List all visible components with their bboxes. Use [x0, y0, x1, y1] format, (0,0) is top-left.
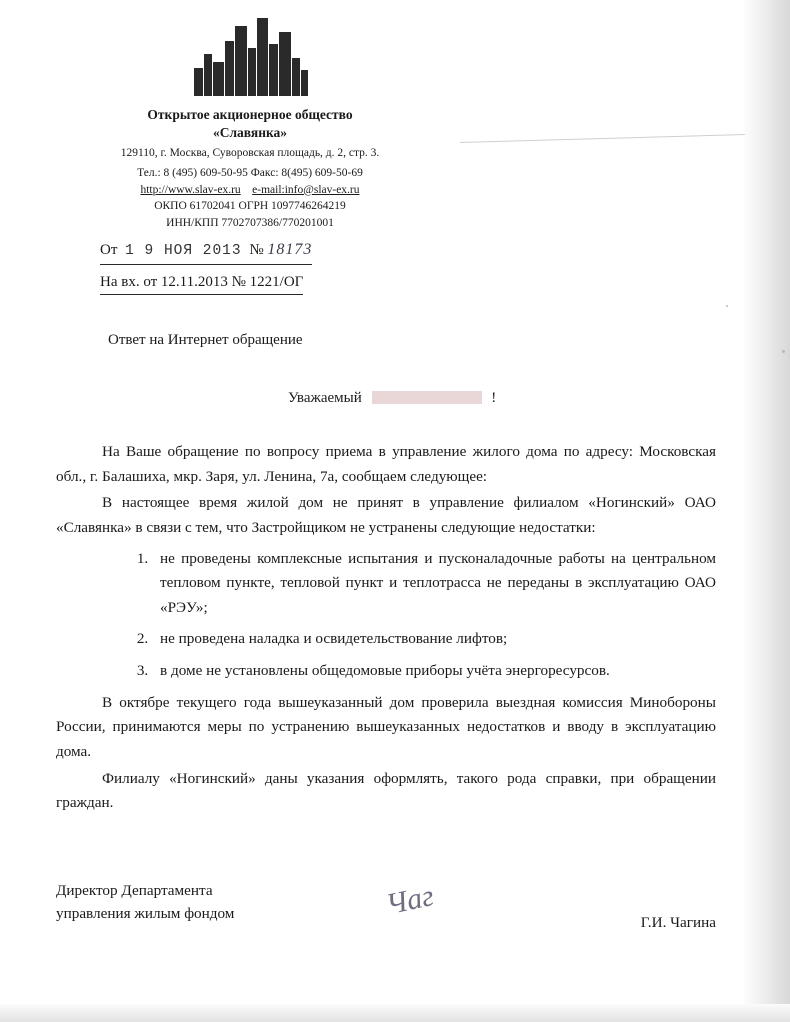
document-subject: Ответ на Интернет обращение — [108, 332, 303, 348]
organization-website[interactable]: http://www.slav-ex.ru — [140, 183, 241, 196]
organization-phone-fax: Тел.: 8 (495) 609-50-95 Факс: 8(495) 609-50-69 — [137, 167, 363, 180]
organization-email[interactable]: e-mail:info@slav-ex.ru — [252, 183, 360, 196]
signer-name: Г.И. Чагина — [640, 914, 716, 931]
city-skyline-logo — [190, 18, 310, 96]
list-item: 1. не проведены комплексные испытания и пусконаладочные работы на центральном тепловом пункте, тепловой пункт и теплотрасса не переданы в эксплуатацию ОАО «РЭУ»; — [152, 547, 716, 621]
salutation-greeting: Уважаемый — [288, 390, 362, 406]
reference-incoming-text: На вх. от 12.11.2013 № 1221/ОГ — [100, 271, 303, 296]
reference-date-stamp: 1 9 НОЯ 2013 — [125, 243, 242, 259]
document-body — [56, 440, 716, 818]
signer-title — [56, 880, 234, 926]
reference-from-label: От — [100, 242, 118, 258]
reference-from-row — [100, 238, 520, 265]
list-item: 2. не проведена наладка и освидетельствование лифтов; — [152, 627, 716, 652]
redacted-name-block — [372, 391, 482, 404]
signer-title-line1: Директор Департамента — [56, 882, 213, 899]
scan-speck — [782, 350, 785, 353]
organization-type: Открытое акционерное общество — [147, 107, 353, 122]
body-paragraph: Филиалу «Ногинский» даны указания оформлять, такого рода справки, при обращении граждан. — [56, 769, 716, 812]
organization-address: 129110, г. Москва, Суворовская площадь, д. 2, стр. 3. — [120, 147, 380, 160]
scan-artifact-line — [460, 120, 760, 160]
letterhead — [0, 18, 500, 232]
salutation-punctuation: ! — [491, 390, 497, 406]
defects-list — [56, 547, 716, 684]
salutation-line — [108, 390, 668, 407]
list-item: 3. в доме не установлены общедомовые приборы учёта энергоресурсов. — [152, 659, 716, 684]
organization-contacts — [0, 182, 500, 199]
organization-inn-kpp: ИНН/КПП 7702707386/770201001 — [166, 217, 334, 230]
handwritten-signature: Чаг — [383, 879, 437, 922]
reference-number-value: 18173 — [267, 241, 313, 258]
body-paragraph: В настоящее время жилой дом не принят в управление филиалом «Ногинский» ОАО «Славянка» в связи с тем, что Застройщиком не устранены следующие недостатки: — [56, 494, 716, 536]
scan-edge-bottom — [0, 1004, 790, 1022]
body-paragraph: На Ваше обращение по вопросу приема в управление жилого дома по адресу: Московская обл., г. Балашиха, мкр. Заря, ул. Ленина, 7а, сообщаем следующее: — [56, 443, 716, 485]
reference-incoming-row — [100, 271, 520, 296]
reference-block — [100, 238, 520, 295]
organization-name: «Славянка» — [212, 125, 288, 141]
organization-codes: ОКПО 61702041 ОГРН 1097746264219 — [154, 200, 346, 213]
reference-number-label: № — [249, 242, 264, 258]
signer-title-line2: управления жилым фондом — [56, 904, 235, 922]
body-paragraph: В октябре текущего года вышеуказанный дом проверила выездная комиссия Минобороны России, принимаются меры по устранению вышеуказанных недостатков и вводу в эксплуатацию дома. — [56, 693, 716, 760]
scan-speck — [726, 305, 728, 307]
